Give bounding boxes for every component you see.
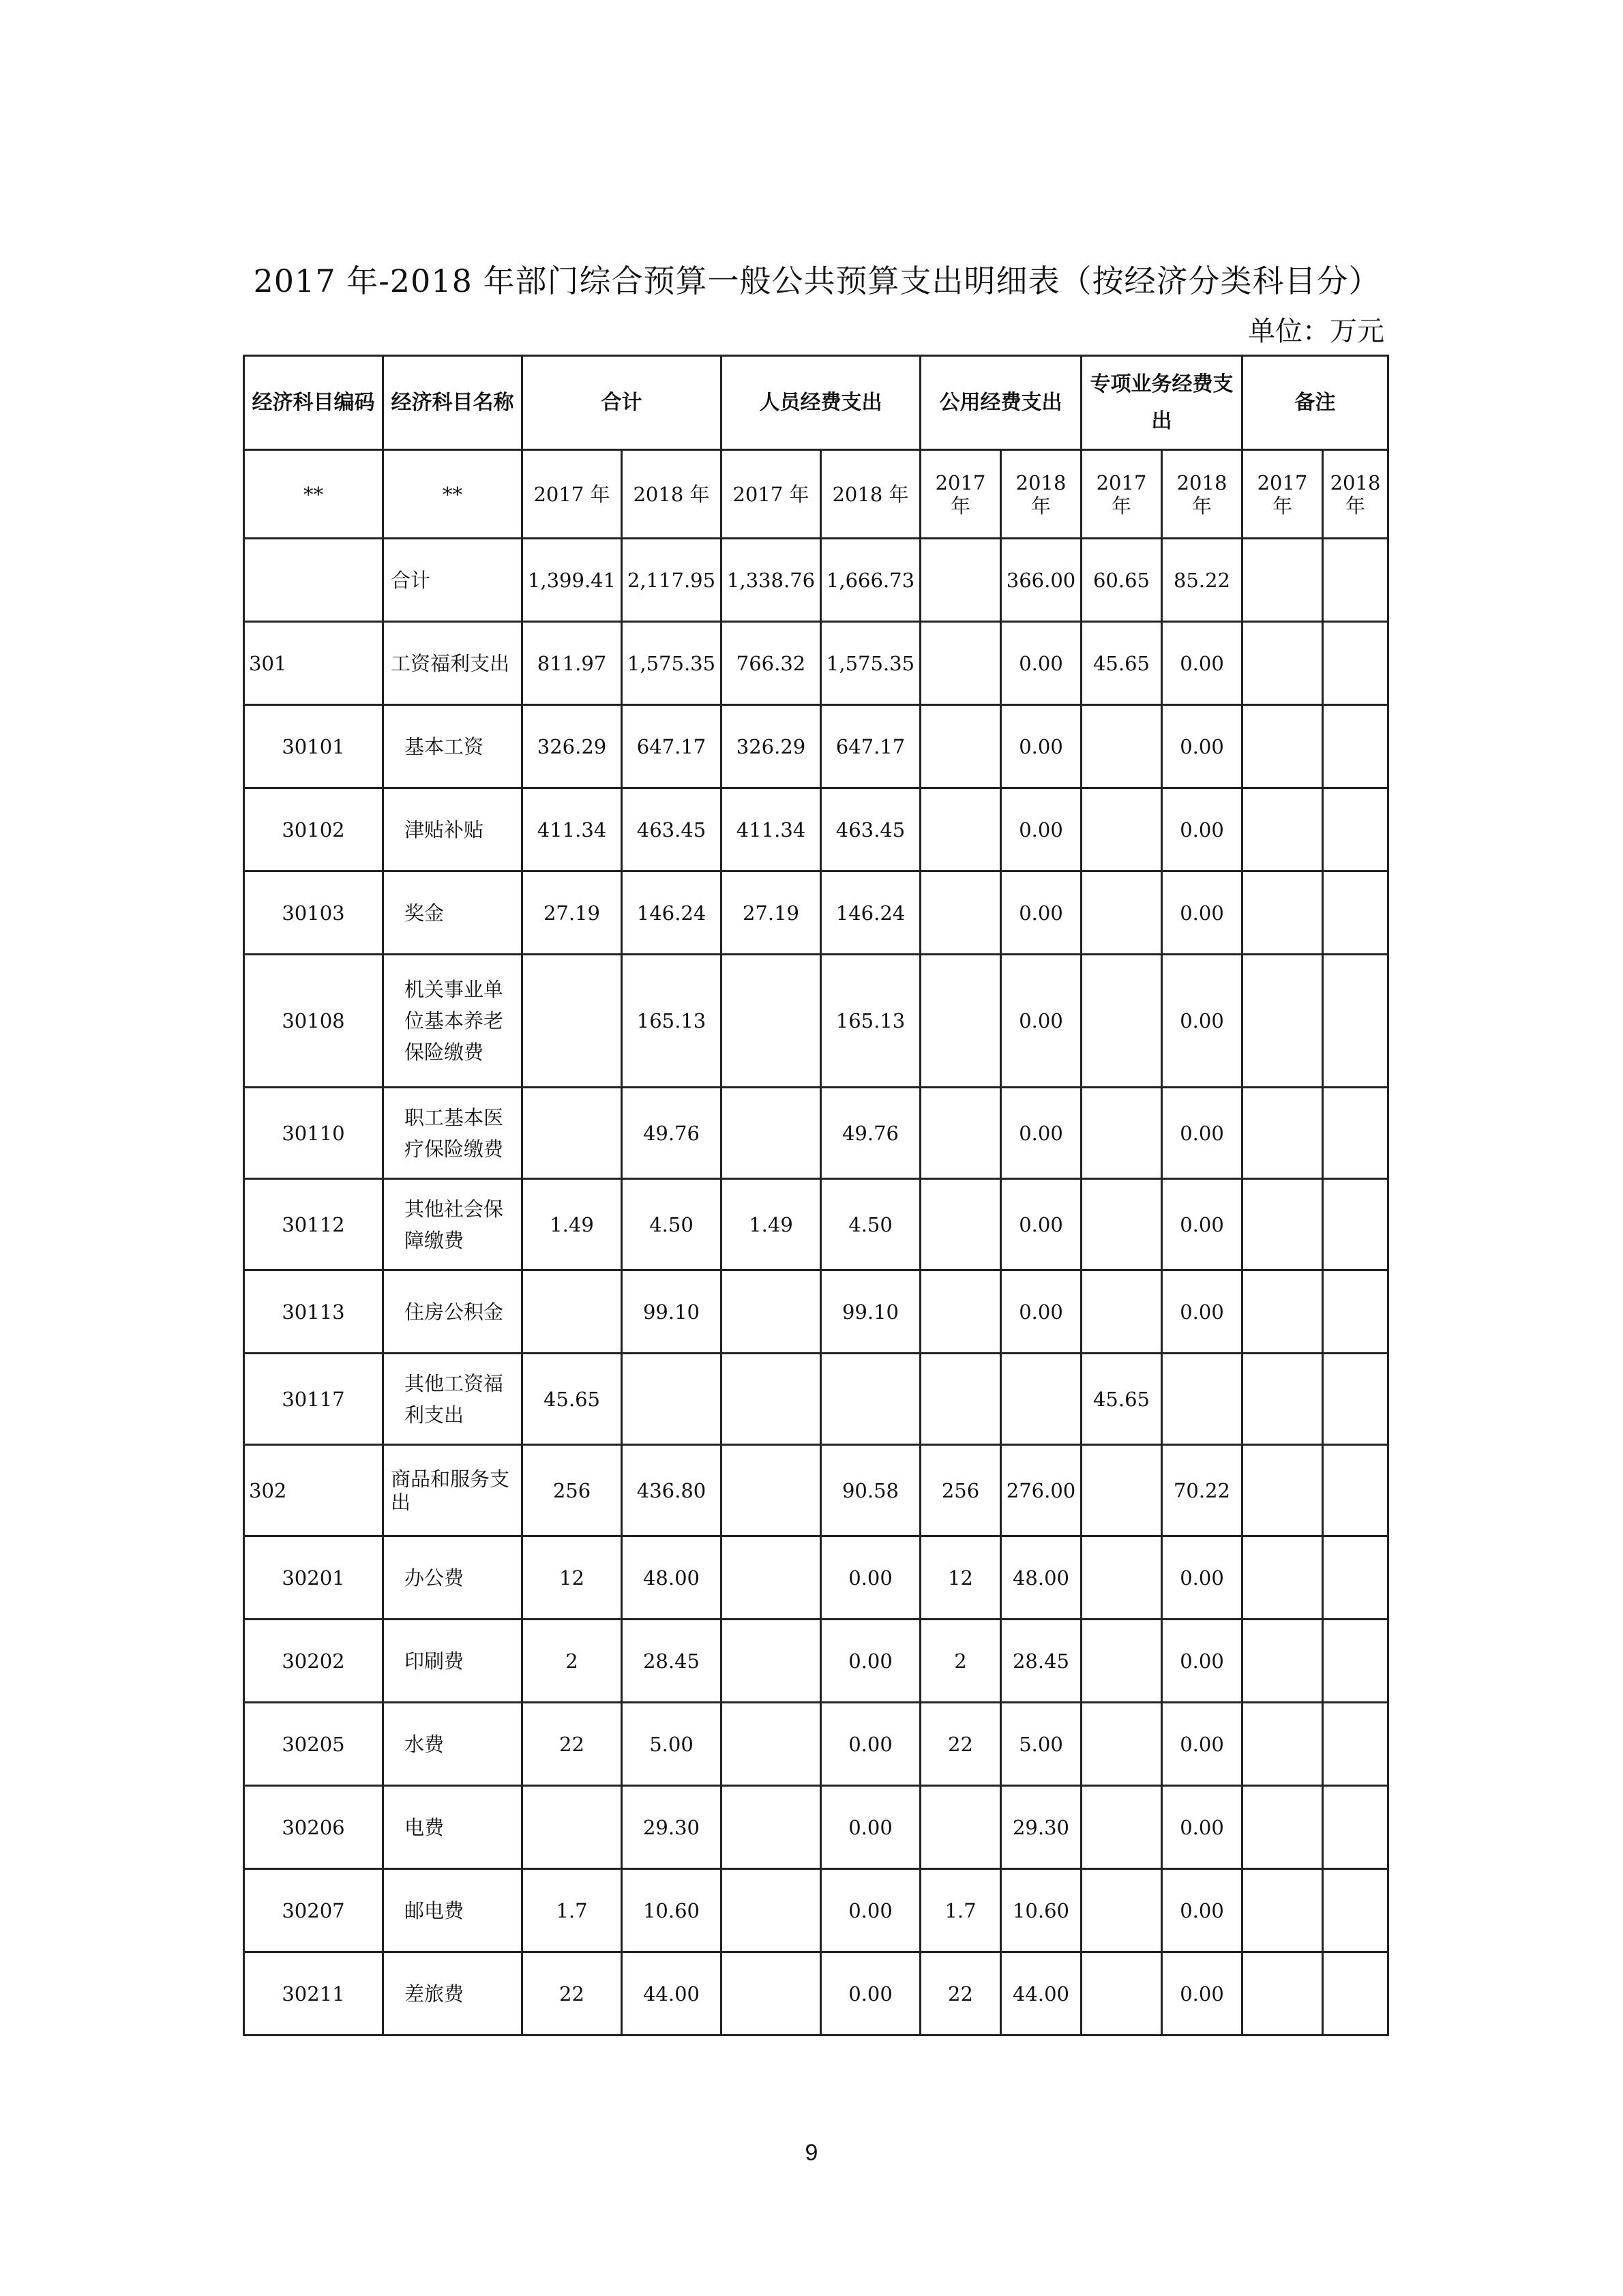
value-cell-g17 (921, 622, 1001, 705)
header-name: 经济科目名称 (383, 356, 522, 450)
value-cell-n18 (1323, 788, 1388, 871)
subheader-cell: ** (244, 450, 383, 539)
value-cell-g17: 22 (921, 1703, 1001, 1786)
value-cell-n18 (1323, 1088, 1388, 1179)
name-cell: 工资福利支出 (383, 622, 522, 705)
unit-label: 单位：万元 (1248, 316, 1384, 347)
table-row (244, 1620, 1388, 1703)
budget-table (243, 355, 1389, 2036)
value-cell-s17 (1082, 955, 1162, 1088)
value-cell-t18: 99.10 (622, 1270, 721, 1354)
code-cell: 30205 (244, 1703, 383, 1786)
header-public: 公用经费支出 (921, 356, 1082, 450)
code-cell: 30211 (244, 1952, 383, 2036)
value-cell-g17: 1.7 (921, 1869, 1001, 1952)
value-cell-n18 (1323, 1179, 1388, 1270)
value-cell-n17 (1242, 1536, 1323, 1620)
value-cell-s17 (1082, 788, 1162, 871)
name-cell: 电费 (383, 1786, 522, 1869)
value-cell-t17 (522, 1270, 622, 1354)
value-cell-s17: 60.65 (1082, 539, 1162, 622)
value-cell-p17 (721, 1786, 821, 1869)
value-cell-p17 (721, 1088, 821, 1179)
value-cell-s18: 0.00 (1162, 1536, 1242, 1620)
value-cell-n18 (1323, 539, 1388, 622)
header-notes: 备注 (1242, 356, 1388, 450)
value-cell-t17: 811.97 (522, 622, 622, 705)
table-row (244, 1270, 1388, 1354)
value-cell-t17: 1,399.41 (522, 539, 622, 622)
value-cell-s17 (1082, 1270, 1162, 1354)
value-cell-p17 (721, 1445, 821, 1536)
table-row (244, 1179, 1388, 1270)
table-row (244, 871, 1388, 955)
value-cell-t17: 1.7 (522, 1869, 622, 1952)
subheader-cell: 2018 年 (1162, 450, 1242, 539)
value-cell-s17 (1082, 1869, 1162, 1952)
value-cell-t18: 44.00 (622, 1952, 721, 2036)
table-row (244, 1786, 1388, 1869)
value-cell-t17: 45.65 (522, 1354, 622, 1445)
value-cell-g18: 5.00 (1001, 1703, 1082, 1786)
value-cell-s17 (1082, 1179, 1162, 1270)
name-cell: 其他工资福利支出 (383, 1354, 522, 1445)
value-cell-n17 (1242, 871, 1323, 955)
value-cell-g18: 0.00 (1001, 1270, 1082, 1354)
value-cell-t17: 27.19 (522, 871, 622, 955)
name-cell: 基本工资 (383, 705, 522, 788)
value-cell-g17 (921, 1179, 1001, 1270)
name-cell: 机关事业单位基本养老保险缴费 (383, 955, 522, 1088)
value-cell-p18: 49.76 (821, 1088, 921, 1179)
value-cell-t17: 326.29 (522, 705, 622, 788)
value-cell-t18 (622, 1354, 721, 1445)
value-cell-g17 (921, 788, 1001, 871)
value-cell-p18: 0.00 (821, 1536, 921, 1620)
value-cell-s18: 0.00 (1162, 1088, 1242, 1179)
name-cell: 差旅费 (383, 1952, 522, 2036)
value-cell-p18: 0.00 (821, 1869, 921, 1952)
code-cell: 30206 (244, 1786, 383, 1869)
value-cell-p18: 647.17 (821, 705, 921, 788)
value-cell-p17 (721, 1354, 821, 1445)
code-cell: 30101 (244, 705, 383, 788)
name-cell: 住房公积金 (383, 1270, 522, 1354)
code-cell: 301 (244, 622, 383, 705)
subheader-cell: 2018 年 (1001, 450, 1082, 539)
subheader-cell: 2017 年 (522, 450, 622, 539)
value-cell-n17 (1242, 1620, 1323, 1703)
subheader-cell: 2017 年 (921, 450, 1001, 539)
value-cell-s18: 0.00 (1162, 1869, 1242, 1952)
table-row (244, 955, 1388, 1088)
table-row (244, 622, 1388, 705)
header-personnel: 人员经费支出 (721, 356, 921, 450)
value-cell-g18: 10.60 (1001, 1869, 1082, 1952)
subheader-cell: 2018 年 (821, 450, 921, 539)
value-cell-g17: 2 (921, 1620, 1001, 1703)
value-cell-p17 (721, 1703, 821, 1786)
value-cell-g18: 0.00 (1001, 788, 1082, 871)
value-cell-p17 (721, 1270, 821, 1354)
subheader-cell: ** (383, 450, 522, 539)
code-cell: 30201 (244, 1536, 383, 1620)
value-cell-g18: 0.00 (1001, 705, 1082, 788)
table-row (244, 1703, 1388, 1786)
name-cell: 水费 (383, 1703, 522, 1786)
value-cell-t17 (522, 955, 622, 1088)
value-cell-p17: 1,338.76 (721, 539, 821, 622)
value-cell-p18: 1,575.35 (821, 622, 921, 705)
code-cell: 30117 (244, 1354, 383, 1445)
name-cell: 办公费 (383, 1536, 522, 1620)
table-row (244, 539, 1388, 622)
value-cell-n17 (1242, 1952, 1323, 2036)
value-cell-n17 (1242, 1270, 1323, 1354)
value-cell-n18 (1323, 705, 1388, 788)
value-cell-p17 (721, 1952, 821, 2036)
value-cell-p17 (721, 1536, 821, 1620)
value-cell-t17: 256 (522, 1445, 622, 1536)
value-cell-s18: 0.00 (1162, 1952, 1242, 2036)
value-cell-p17 (721, 1869, 821, 1952)
value-cell-t17 (522, 1786, 622, 1869)
value-cell-g18: 0.00 (1001, 1179, 1082, 1270)
value-cell-p18: 463.45 (821, 788, 921, 871)
value-cell-t18: 436.80 (622, 1445, 721, 1536)
value-cell-s18: 0.00 (1162, 1620, 1242, 1703)
value-cell-g17 (921, 1786, 1001, 1869)
value-cell-n18 (1323, 1620, 1388, 1703)
value-cell-n18 (1323, 622, 1388, 705)
value-cell-t18: 29.30 (622, 1786, 721, 1869)
table-row (244, 788, 1388, 871)
subheader-cell: 2017 年 (1242, 450, 1323, 539)
value-cell-n18 (1323, 1536, 1388, 1620)
value-cell-s18: 0.00 (1162, 1786, 1242, 1869)
value-cell-s18: 70.22 (1162, 1445, 1242, 1536)
value-cell-n18 (1323, 955, 1388, 1088)
value-cell-n17 (1242, 1869, 1323, 1952)
value-cell-t17: 1.49 (522, 1179, 622, 1270)
value-cell-s17: 45.65 (1082, 1354, 1162, 1445)
value-cell-t17: 12 (522, 1536, 622, 1620)
code-cell: 30112 (244, 1179, 383, 1270)
page-number: 9 (805, 2140, 818, 2166)
value-cell-g18: 366.00 (1001, 539, 1082, 622)
value-cell-t18: 647.17 (622, 705, 721, 788)
code-cell: 30202 (244, 1620, 383, 1703)
value-cell-n18 (1323, 1869, 1388, 1952)
value-cell-p17 (721, 955, 821, 1088)
value-cell-t18: 10.60 (622, 1869, 721, 1952)
value-cell-t17: 411.34 (522, 788, 622, 871)
value-cell-n17 (1242, 622, 1323, 705)
value-cell-n17 (1242, 955, 1323, 1088)
value-cell-t17: 2 (522, 1620, 622, 1703)
value-cell-n18 (1323, 1703, 1388, 1786)
value-cell-s17 (1082, 1088, 1162, 1179)
value-cell-p18: 0.00 (821, 1620, 921, 1703)
subheader-cell: 2018 年 (622, 450, 721, 539)
value-cell-g17: 12 (921, 1536, 1001, 1620)
value-cell-n18 (1323, 1270, 1388, 1354)
code-cell: 30113 (244, 1270, 383, 1354)
value-cell-p17: 326.29 (721, 705, 821, 788)
code-cell: 30110 (244, 1088, 383, 1179)
value-cell-s18: 0.00 (1162, 1179, 1242, 1270)
header-total: 合计 (522, 356, 721, 450)
value-cell-t18: 165.13 (622, 955, 721, 1088)
subheader-cell: 2017 年 (1082, 450, 1162, 539)
value-cell-n17 (1242, 788, 1323, 871)
value-cell-s17 (1082, 871, 1162, 955)
value-cell-t18: 463.45 (622, 788, 721, 871)
value-cell-s18: 85.22 (1162, 539, 1242, 622)
value-cell-g17 (921, 955, 1001, 1088)
value-cell-n17 (1242, 1354, 1323, 1445)
value-cell-s17 (1082, 1786, 1162, 1869)
value-cell-g18: 0.00 (1001, 622, 1082, 705)
value-cell-n18 (1323, 1786, 1388, 1869)
value-cell-t18: 49.76 (622, 1088, 721, 1179)
value-cell-s18: 0.00 (1162, 955, 1242, 1088)
value-cell-t18: 48.00 (622, 1536, 721, 1620)
value-cell-n17 (1242, 1445, 1323, 1536)
value-cell-p18: 99.10 (821, 1270, 921, 1354)
value-cell-g17 (921, 1354, 1001, 1445)
code-cell: 30103 (244, 871, 383, 955)
value-cell-t18: 28.45 (622, 1620, 721, 1703)
value-cell-p18 (821, 1354, 921, 1445)
value-cell-s17 (1082, 1536, 1162, 1620)
value-cell-g17 (921, 705, 1001, 788)
value-cell-s18: 0.00 (1162, 871, 1242, 955)
value-cell-n18 (1323, 1354, 1388, 1445)
value-cell-p17: 1.49 (721, 1179, 821, 1270)
header-special: 专项业务经费支出 (1082, 356, 1242, 450)
value-cell-n17 (1242, 1703, 1323, 1786)
name-cell: 职工基本医疗保险缴费 (383, 1088, 522, 1179)
value-cell-g18: 48.00 (1001, 1536, 1082, 1620)
value-cell-n18 (1323, 871, 1388, 955)
value-cell-g17: 22 (921, 1952, 1001, 2036)
value-cell-p18: 146.24 (821, 871, 921, 955)
value-cell-g17: 256 (921, 1445, 1001, 1536)
table-row (244, 1354, 1388, 1445)
subheader-cell: 2018 年 (1323, 450, 1388, 539)
page-title: 2017 年-2018 年部门综合预算一般公共预算支出明细表（按经济分类科目分） (253, 263, 1381, 299)
value-cell-p17: 411.34 (721, 788, 821, 871)
value-cell-n17 (1242, 1786, 1323, 1869)
name-cell: 奖金 (383, 871, 522, 955)
value-cell-s18: 0.00 (1162, 1270, 1242, 1354)
value-cell-t18: 2,117.95 (622, 539, 721, 622)
subheader-cell: 2017 年 (721, 450, 821, 539)
value-cell-s18: 0.00 (1162, 622, 1242, 705)
value-cell-p17 (721, 1620, 821, 1703)
header-code: 经济科目编码 (244, 356, 383, 450)
code-cell: 30108 (244, 955, 383, 1088)
value-cell-s17 (1082, 1620, 1162, 1703)
value-cell-g18: 29.30 (1001, 1786, 1082, 1869)
table-row (244, 1445, 1388, 1536)
value-cell-s18: 0.00 (1162, 705, 1242, 788)
value-cell-t18: 1,575.35 (622, 622, 721, 705)
value-cell-t18: 4.50 (622, 1179, 721, 1270)
value-cell-n18 (1323, 1445, 1388, 1536)
value-cell-s17 (1082, 1445, 1162, 1536)
name-cell: 合计 (383, 539, 522, 622)
value-cell-s18 (1162, 1354, 1242, 1445)
value-cell-p18: 165.13 (821, 955, 921, 1088)
value-cell-g18: 0.00 (1001, 871, 1082, 955)
code-cell: 30207 (244, 1869, 383, 1952)
value-cell-g18: 28.45 (1001, 1620, 1082, 1703)
table-row (244, 1088, 1388, 1179)
value-cell-g17 (921, 1270, 1001, 1354)
name-cell: 商品和服务支出 (383, 1445, 522, 1536)
value-cell-t17: 22 (522, 1703, 622, 1786)
header-row (244, 356, 1388, 450)
value-cell-t18: 5.00 (622, 1703, 721, 1786)
value-cell-n17 (1242, 705, 1323, 788)
value-cell-p18: 0.00 (821, 1952, 921, 2036)
value-cell-s18: 0.00 (1162, 1703, 1242, 1786)
code-cell: 30102 (244, 788, 383, 871)
table-row (244, 705, 1388, 788)
value-cell-p18: 0.00 (821, 1703, 921, 1786)
value-cell-t17 (522, 1088, 622, 1179)
value-cell-p18: 0.00 (821, 1786, 921, 1869)
table-row (244, 1952, 1388, 2036)
value-cell-n17 (1242, 1088, 1323, 1179)
value-cell-g18: 0.00 (1001, 1088, 1082, 1179)
value-cell-s17 (1082, 705, 1162, 788)
name-cell: 津贴补贴 (383, 788, 522, 871)
value-cell-g17 (921, 539, 1001, 622)
name-cell: 邮电费 (383, 1869, 522, 1952)
code-cell (244, 539, 383, 622)
value-cell-t18: 146.24 (622, 871, 721, 955)
value-cell-n18 (1323, 1952, 1388, 2036)
value-cell-s17 (1082, 1703, 1162, 1786)
code-cell: 302 (244, 1445, 383, 1536)
table-row (244, 1536, 1388, 1620)
name-cell: 印刷费 (383, 1620, 522, 1703)
value-cell-g17 (921, 1088, 1001, 1179)
value-cell-t17: 22 (522, 1952, 622, 2036)
table-row (244, 1869, 1388, 1952)
value-cell-g18: 0.00 (1001, 955, 1082, 1088)
value-cell-g18: 276.00 (1001, 1445, 1082, 1536)
value-cell-s18: 0.00 (1162, 788, 1242, 871)
value-cell-s17: 45.65 (1082, 622, 1162, 705)
value-cell-s17 (1082, 1952, 1162, 2036)
value-cell-p18: 4.50 (821, 1179, 921, 1270)
value-cell-g17 (921, 871, 1001, 955)
value-cell-p18: 90.58 (821, 1445, 921, 1536)
subheader-row (244, 450, 1388, 539)
name-cell: 其他社会保障缴费 (383, 1179, 522, 1270)
value-cell-n17 (1242, 1179, 1323, 1270)
value-cell-p17: 27.19 (721, 871, 821, 955)
value-cell-g18 (1001, 1354, 1082, 1445)
value-cell-p18: 1,666.73 (821, 539, 921, 622)
value-cell-g18: 44.00 (1001, 1952, 1082, 2036)
value-cell-p17: 766.32 (721, 622, 821, 705)
value-cell-n17 (1242, 539, 1323, 622)
